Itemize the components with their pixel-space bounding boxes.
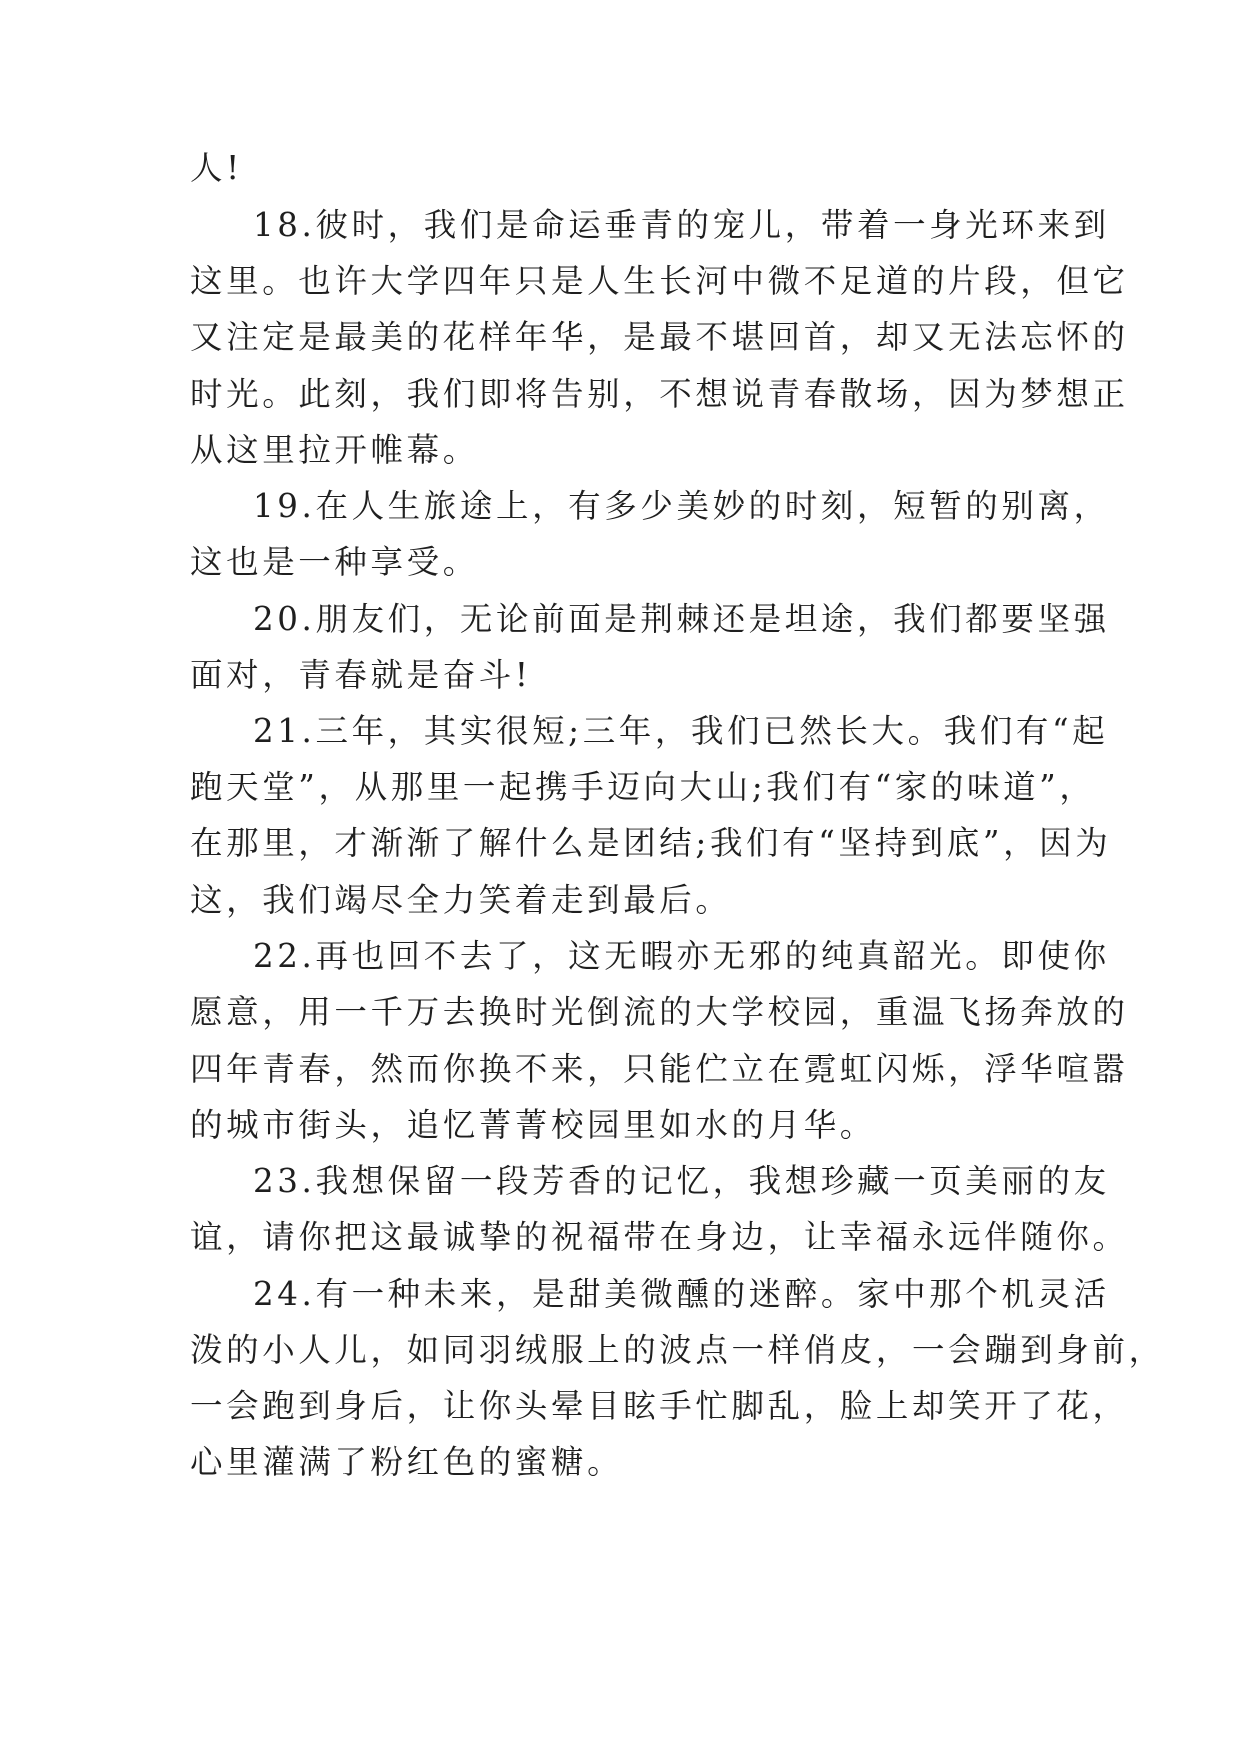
text-line: 跑天堂”，从那里一起携手迈向大山;我们有“家的味道”， (190, 768, 1096, 806)
paragraph-18-start: 18.彼时，我们是命运垂青的宠儿，带着一身光环来到 (253, 206, 1110, 244)
paragraph-22-start: 22.再也回不去了，这无暇亦无邪的纯真韶光。即使你 (253, 937, 1110, 975)
paragraph-23-start: 23.我想保留一段芳香的记忆，我想珍藏一页美丽的友 (253, 1162, 1110, 1200)
text-line: 又注定是最美的花样年华，是最不堪回首，却又无法忘怀的 (190, 318, 1129, 356)
text-line: 人! (190, 149, 243, 187)
text-line: 的城市街头，追忆菁菁校园里如水的月华。 (190, 1106, 876, 1144)
paragraph-21-start: 21.三年，其实很短;三年，我们已然长大。我们有“起 (253, 712, 1109, 750)
text-line: 四年青春，然而你换不来，只能伫立在霓虹闪烁，浮华喧嚣 (190, 1050, 1129, 1088)
text-line: 这也是一种享受。 (190, 543, 479, 581)
paragraph-20-start: 20.朋友们，无论前面是荆棘还是坦途，我们都要坚强 (253, 600, 1110, 638)
text-line: 心里灌满了粉红色的蜜糖。 (190, 1443, 624, 1481)
text-line: 从这里拉开帷幕。 (190, 431, 479, 469)
text-line: 时光。此刻，我们即将告别，不想说青春散场，因为梦想正 (190, 375, 1129, 413)
paragraph-19-start: 19.在人生旅途上，有多少美妙的时刻，短暂的别离， (253, 487, 1110, 525)
text-line: 愿意，用一千万去换时光倒流的大学校园，重温飞扬奔放的 (190, 993, 1129, 1031)
paragraph-24-start: 24.有一种未来，是甜美微醺的迷醉。家中那个机灵活 (253, 1275, 1110, 1313)
text-line: 在那里，才渐渐了解什么是团结;我们有“坚持到底”，因为 (190, 824, 1112, 862)
text-line: 这里。也许大学四年只是人生长河中微不足道的片段，但它 (190, 262, 1129, 300)
text-line: 这，我们竭尽全力笑着走到最后。 (190, 881, 732, 919)
text-line: 一会跑到身后，让你头晕目眩手忙脚乱，脸上却笑开了花， (190, 1387, 1129, 1425)
text-line: 谊，请你把这最诚挚的祝福带在身边，让幸福永远伴随你。 (190, 1218, 1129, 1256)
text-line: 泼的小人儿，如同羽绒服上的波点一样俏皮，一会蹦到身前， (190, 1331, 1165, 1369)
text-line: 面对，青春就是奋斗! (190, 656, 532, 694)
